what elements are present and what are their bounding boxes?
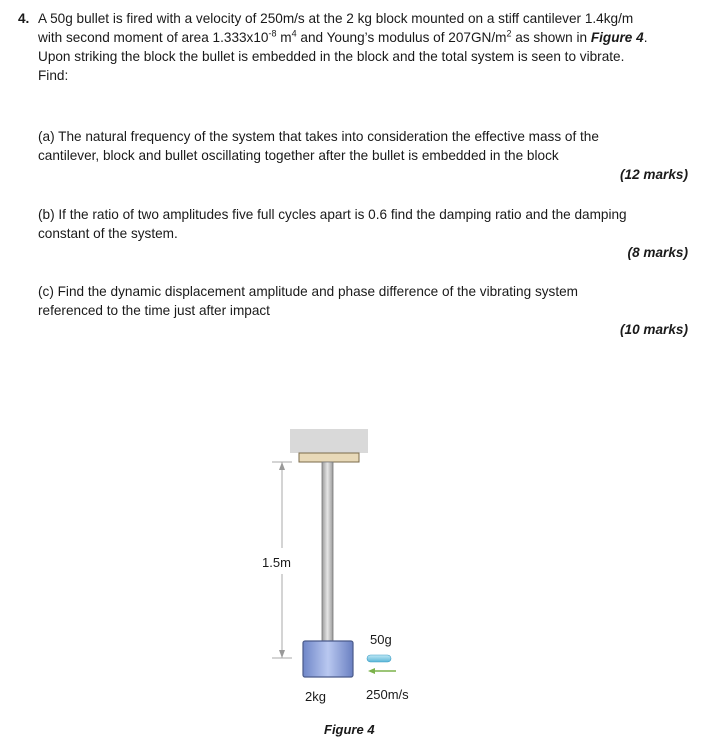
part-a-line-1: (a) The natural frequency of the system that takes into consideration the effective mass of the [38, 129, 599, 144]
bullet-mass-label: 50g [370, 632, 392, 647]
part-a-marks: (12 marks) [619, 167, 688, 182]
length-label: 1.5m [262, 555, 291, 570]
intro-text-2d: as shown in [511, 30, 591, 45]
intro-line-3: Upon striking the block the bullet is embedded in the block and the total system is seen to vibrate. [38, 49, 625, 64]
part-c-line-2: referenced to the time just after impact [38, 303, 270, 318]
mass-block [303, 641, 353, 677]
question-number: 4. [18, 11, 30, 26]
intro-line-4: Find: [38, 68, 69, 83]
exponent-2: 4 [291, 28, 297, 39]
figure-caption: Figure 4 [324, 722, 375, 737]
velocity-arrow-head [368, 668, 375, 674]
velocity-label: 250m/s [366, 687, 409, 702]
dimension-arrow-up [279, 462, 285, 470]
fixed-support [290, 429, 368, 453]
dimension-arrow-down [279, 650, 285, 658]
part-c-marks: (10 marks) [619, 322, 688, 337]
block-mass-label: 2kg [305, 689, 326, 704]
intro-text-2a: with second moment of area 1.333x10 [38, 30, 269, 45]
intro-text-1: A 50g bullet is fired with a velocity of 250m/s at the 2 kg block mounted on a stiff cantilever 1.4kg/m [38, 11, 634, 26]
figure-reference: Figure 4 [590, 30, 644, 45]
cantilever-rod [322, 462, 333, 642]
exponent-1: -8 [268, 28, 277, 39]
intro-text-2b: m [276, 30, 292, 45]
part-a-line-2: cantilever, block and bullet oscillating together after the bullet is embedded in the block [38, 148, 559, 163]
part-c-line-1: (c) Find the dynamic displacement amplitude and phase difference of the vibrating system [38, 284, 579, 299]
part-b-line-1: (b) If the ratio of two amplitudes five full cycles apart is 0.6 find the damping ratio and the damping [38, 207, 627, 222]
bullet [367, 655, 391, 662]
support-plate [299, 453, 359, 462]
part-b-line-2: constant of the system. [38, 226, 178, 241]
part-b-marks: (8 marks) [627, 245, 688, 260]
intro-text-2c: and Young’s modulus of 207GN/m [296, 30, 507, 45]
intro-text-2e: . [643, 30, 648, 45]
exponent-3: 2 [506, 28, 512, 39]
